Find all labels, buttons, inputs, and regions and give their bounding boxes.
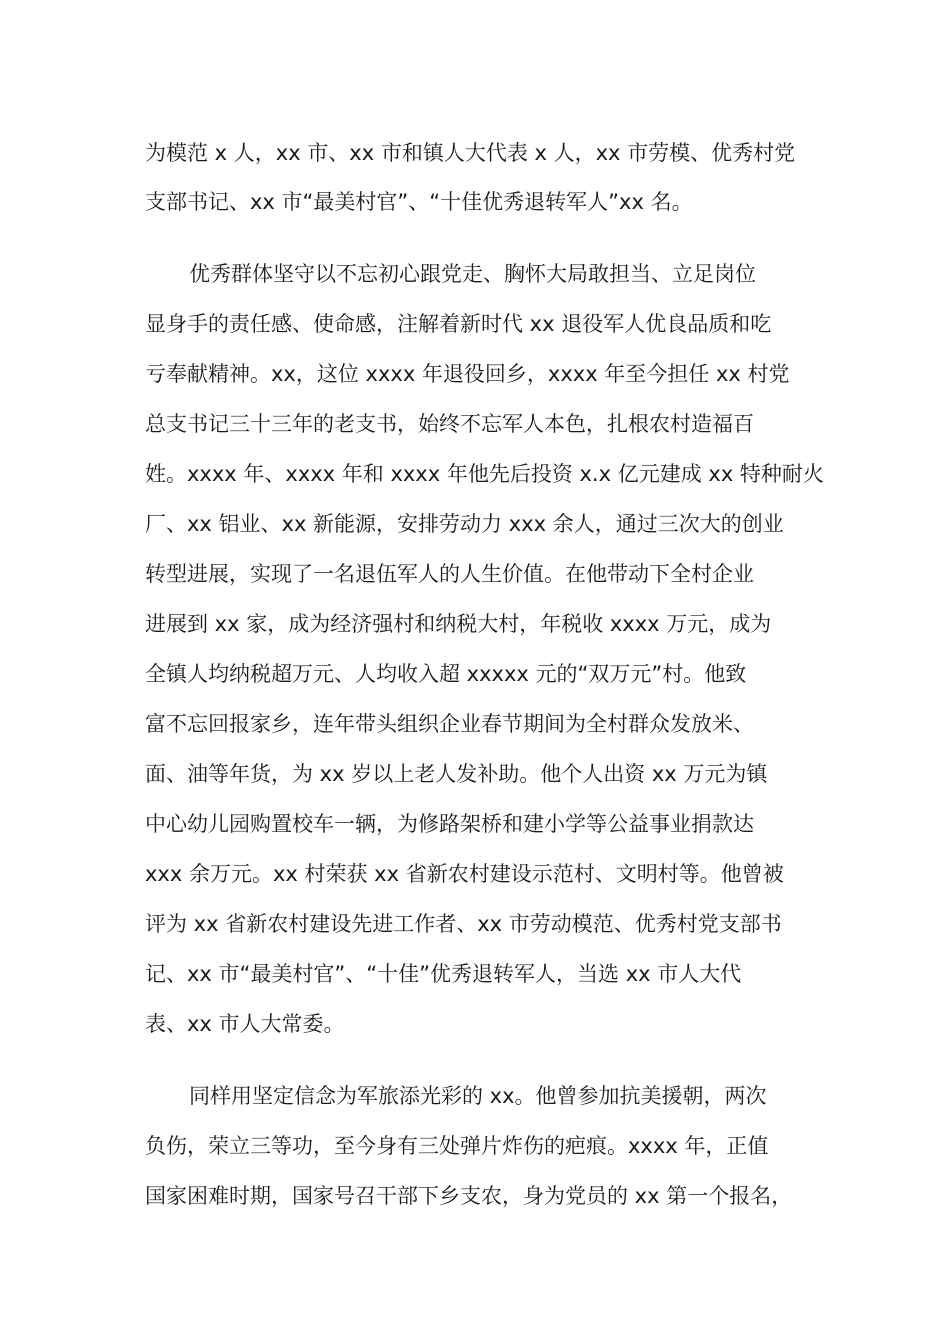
text-line: 同样用坚定信念为军旅添光彩的 xx。他曾参加抗美援朝，两次 <box>189 1084 767 1108</box>
text-line: 为模范 x 人，xx 市、xx 市和镇人大代表 x 人，xx 市劳模、优秀村党 <box>145 141 796 165</box>
text-line: 记、xx 市“最美村官”、“十佳”优秀退转军人，当选 xx 市人大代 <box>145 962 742 986</box>
text-line: 国家困难时期，国家号召干部下乡支农，身为党员的 xx 第一个报名， <box>145 1184 793 1208</box>
text-line: 表、xx 市人大常委。 <box>145 1012 345 1036</box>
text-line: 优秀群体坚守以不忘初心跟党走、胸怀大局敢担当、立足岗位 <box>189 262 756 286</box>
text-line: 显身手的责任感、使命感，注解着新时代 xx 退役军人优良品质和吃 <box>145 312 772 336</box>
text-line: 总支书记三十三年的老支书，始终不忘军人本色，扎根农村造福百 <box>145 412 754 436</box>
text-line: 支部书记、xx 市“最美村官”、“十佳优秀退转军人”xx 名。 <box>145 190 693 214</box>
text-line: 厂、xx 铝业、xx 新能源，安排劳动力 xxx 余人，通过三次大的创业 <box>145 512 784 536</box>
text-line: 全镇人均纳税超万元、人均收入超 xxxxx 元的“双万元”村。他致 <box>145 662 747 686</box>
text-line: 评为 xx 省新农村建设先进工作者、xx 市劳动模范、优秀村党支部书 <box>145 912 782 936</box>
text-line: 转型进展，实现了一名退伍军人的人生价值。在他带动下全村企业 <box>145 562 754 586</box>
text-line: 进展到 xx 家，成为经济强村和纳税大村，年税收 xxxx 万元，成为 <box>145 612 772 636</box>
text-line: xxx 余万元。xx 村荣获 xx 省新农村建设示范村、文明村等。他曾被 <box>145 862 784 886</box>
text-line: 负伤，荣立三等功，至今身有三处弹片炸伤的疤痕。xxxx 年，正值 <box>145 1134 769 1158</box>
text-line: 中心幼儿园购置校车一辆，为修路架桥和建小学等公益事业捐款达 <box>145 812 754 836</box>
text-line: 姓。xxxx 年、xxxx 年和 xxxx 年他先后投资 x.x 亿元建成 xx 特种耐火 <box>145 462 824 486</box>
text-line: 富不忘回报家乡，连年带头组织企业春节期间为全村群众发放米、 <box>145 712 754 736</box>
text-line: 亏奉献精神。xx，这位 xxxx 年退役回乡，xxxx 年至今担任 xx 村党 <box>145 362 790 386</box>
text-line: 面、油等年货，为 xx 岁以上老人发补助。他个人出资 xx 万元为镇 <box>145 762 768 786</box>
